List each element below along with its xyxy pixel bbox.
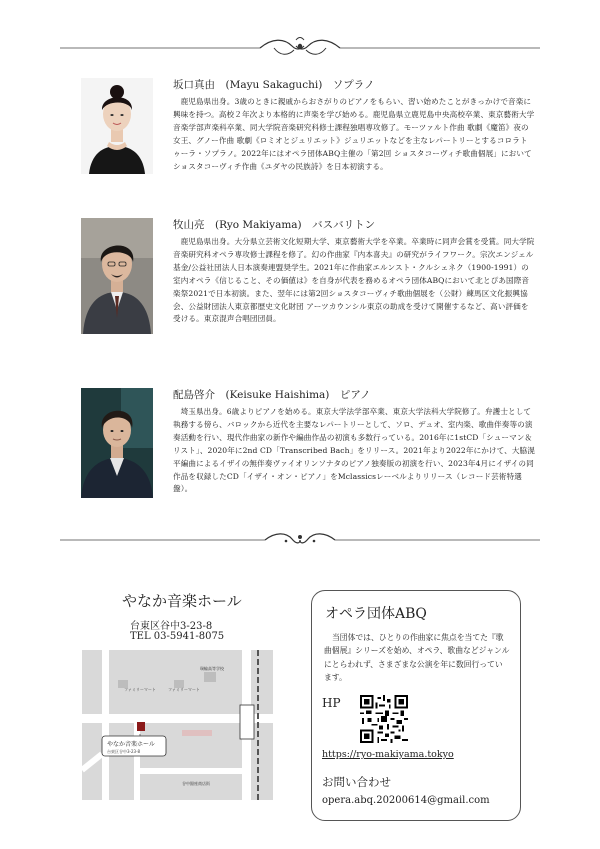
- performer-biography: 埼玉県出身。6歳よりピアノを始める。東京大学法学部卒業、東京大学法科大学院修了。弁護士として執務する傍ら、バロックから近代を主要なレパートリーとして、ソロ、デュオ、室内楽、歌曲伴奏等の演奏活動を行い、現代作曲家の新作や編曲作品の初演も多数行っている。2016年に1stCD「シューマン＆リスト」、2020年に2nd CD「Transcribed Bach」をリリース。2021年より2022年にかけて、大脇滉平編曲によるイザイの無伴奏ヴァイオリンソナタのピアノ独奏版の初演を行い、2023年4月にイザイの同作品を収録したCD「イザイ・オン・ピアノ」をMclassicsレーベルよりリリース（レコード芸術特選盤）。: [173, 407, 535, 494]
- map-label-shop1: ファミリーマート: [124, 687, 156, 692]
- homepage-link[interactable]: https://ryo-makiyama.tokyo: [322, 749, 454, 760]
- contact-email[interactable]: opera.abq.20200614@gmail.com: [322, 795, 490, 806]
- qr-code-icon[interactable]: [360, 695, 408, 743]
- map-label-shop2: ファミリーマート: [168, 687, 200, 692]
- performer-photo-haishima: [81, 388, 153, 498]
- organization-description: 当団体では、ひとりの作曲家に焦点を当てた『歌曲個展』シリーズを始め、オペラ、歌曲などジャンルにとらわれず、さまざまな公演を年に数回行っています。: [324, 633, 510, 683]
- organization-title: オペラ団体ABQ: [325, 606, 427, 622]
- map-label-school: 瑞輪高等学校: [200, 666, 224, 671]
- venue-name: やなか音楽ホール: [122, 592, 242, 610]
- performer-photo-sakaguchi: [81, 78, 153, 174]
- performer-bio-haishima: [81, 388, 536, 518]
- bottom-flourish-ornament: [60, 527, 540, 553]
- performer-name: 牧山亮 (Ryo Makiyama) バスバリトン: [173, 219, 376, 231]
- map-label-street: 谷中銀座商店街: [182, 781, 210, 786]
- performer-biography: 鹿児島県出身。大分県立芸術文化短期大学、東京藝術大学を卒業。卒業時に同声会賞を受賞。同大学院音楽研究科オペラ専攻修士課程を修了。幻の作曲家『内本喜夫』の研究がライフワーク。宗次エンジェル基金/公益社団法人日本演奏連盟奨学生。2021年に作曲家エルンスト・クルシェネク（1900-1991）の室内オペラ《信じること、その価値は》を自身が代表を務めるオペラ団体ABQにおいて北とぴあ国際音楽祭2021で日本初演。また、翌年には第2回ショスタコーヴィチ歌曲個展を（公財）練馬区文化振興協会、公益財団法人東京都歴史文化財団 アーツカウンシル東京の助成を受けて開催するなど、高い評価を受ける。東京混声合唱団団員。: [173, 237, 535, 324]
- organization-box: [311, 590, 521, 821]
- performer-name: 坂口真由 (Mayu Sakaguchi) ソプラノ: [173, 79, 375, 91]
- contact-label: お問い合わせ: [322, 775, 391, 789]
- performer-bio-makiyama: [81, 218, 536, 358]
- top-flourish-ornament: [60, 34, 540, 60]
- venue-phone: TEL 03-5941-8075: [130, 631, 225, 642]
- map-hall-address: 台東区谷中3-23-8: [107, 749, 141, 754]
- map-hall-label: やなか音楽ホール: [107, 741, 155, 748]
- performer-biography: 鹿児島県出身。3歳のときに親戚からおさがりのピアノをもらい、習い始めたことがきっかけで音楽に興味を持つ。高校２年次より本格的に声楽を学び始める。鹿児島県立鹿児島中央高校卒業、東京藝術大学音楽学部声楽科卒業、同大学院音楽研究科修士課程独唱専攻修了。モーツァルト作曲 歌劇《魔笛》夜の女王、グノー作曲 歌劇《ロミオとジュリエット》ジュリエットなどを主なレパートリーとするコロラトゥーラ・ソプラノ。2022年にはオペラ団体ABQ主催の「第2回 ショスタコーヴィチ歌曲個展」においてショスタコーヴィチ作曲《ユダヤの民族詩》を日本初演する。: [173, 97, 535, 171]
- access-map: [82, 650, 273, 800]
- performer-bio-sakaguchi: [81, 78, 536, 198]
- performer-photo-makiyama: [81, 218, 153, 334]
- performer-name: 配島啓介 (Keisuke Haishima) ピアノ: [173, 389, 371, 401]
- homepage-label: HP: [322, 696, 341, 710]
- venue-address: 台東区谷中3-23-8: [130, 621, 213, 632]
